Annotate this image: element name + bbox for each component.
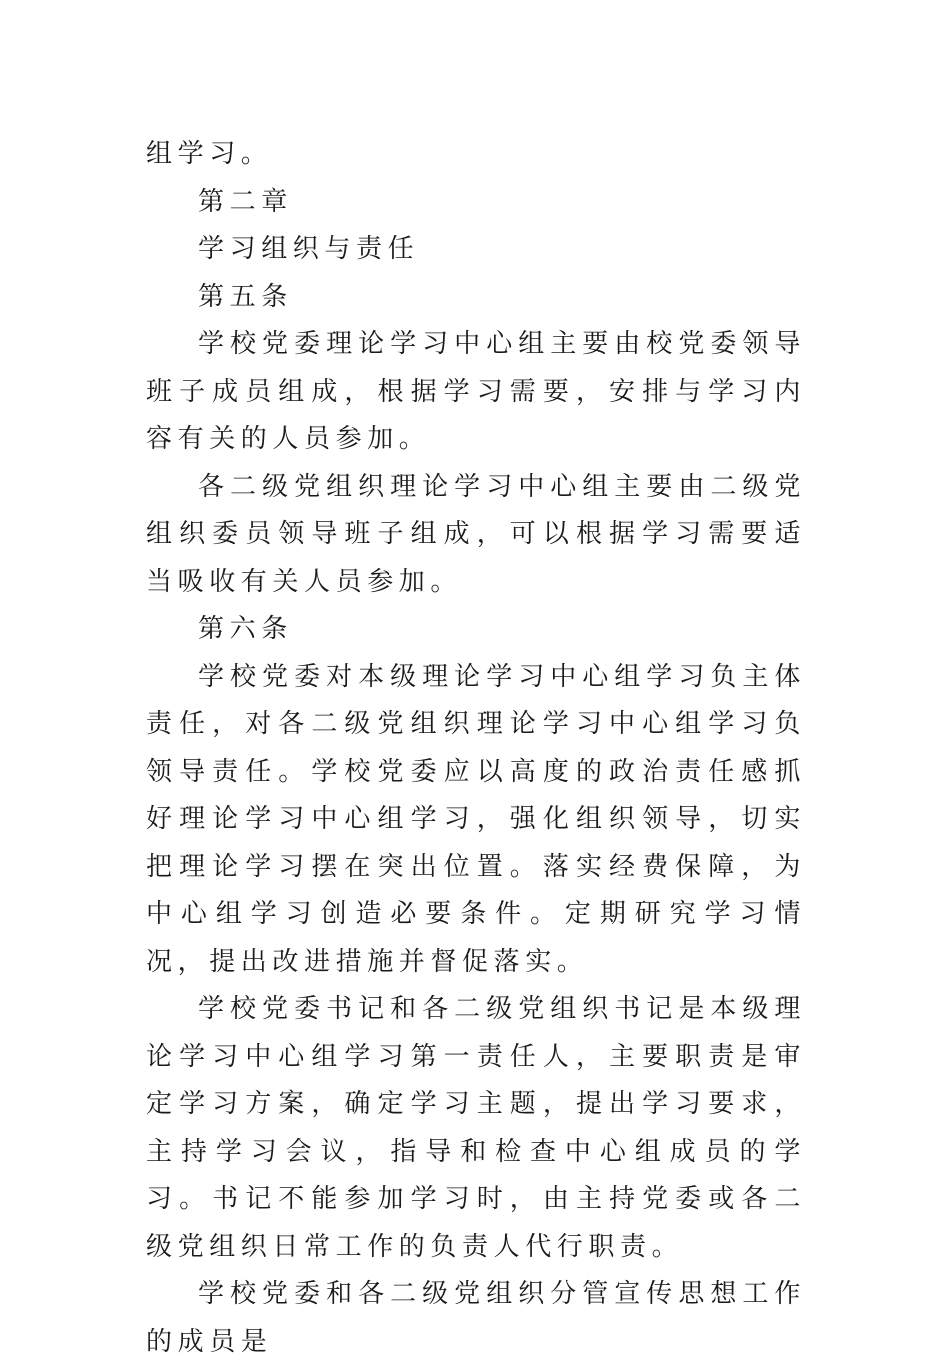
paragraph: 学校党委对本级理论学习中心组学习负主体责任，对各二级党组织理论学习中心组学习负领导责任。学校党委应以高度的政治责任感抓好理论学习中心组学习，强化组织领导，切实把理论学习摆在突出位置。落实经费保障，为中心组学习创造必要条件。定期研究学习情况，提出改进措施并督促落实。	[146, 661, 806, 977]
article-heading-5: 第五条	[198, 281, 293, 312]
paragraph: 学校党委和各二级党组织分管宣传思想工作的成员是	[146, 1279, 806, 1357]
document-body	[146, 131, 806, 1366]
chapter-title: 学习组织与责任	[198, 234, 420, 264]
paragraph: 学校党委书记和各二级党组织书记是本级理论学习中心组学习第一责任人，主要职责是审定学习方案，确定学习主题，提出学习要求，主持学习会议，指导和检查中心组成员的学习。书记不能参加学习时，由主持党委或各二级党组织日常工作的负责人代行职责。	[146, 994, 806, 1262]
paragraph-continuation: 组学习。	[146, 139, 273, 169]
paragraph: 各二级党组织理论学习中心组主要由二级党组织委员领导班子组成，可以根据学习需要适当吸收有关人员参加。	[146, 471, 806, 597]
paragraph: 学校党委理论学习中心组主要由校党委领导班子成员组成，根据学习需要，安排与学习内容有关的人员参加。	[146, 329, 806, 454]
chapter-heading: 第二章	[198, 186, 293, 217]
article-heading-6: 第六条	[198, 614, 293, 644]
